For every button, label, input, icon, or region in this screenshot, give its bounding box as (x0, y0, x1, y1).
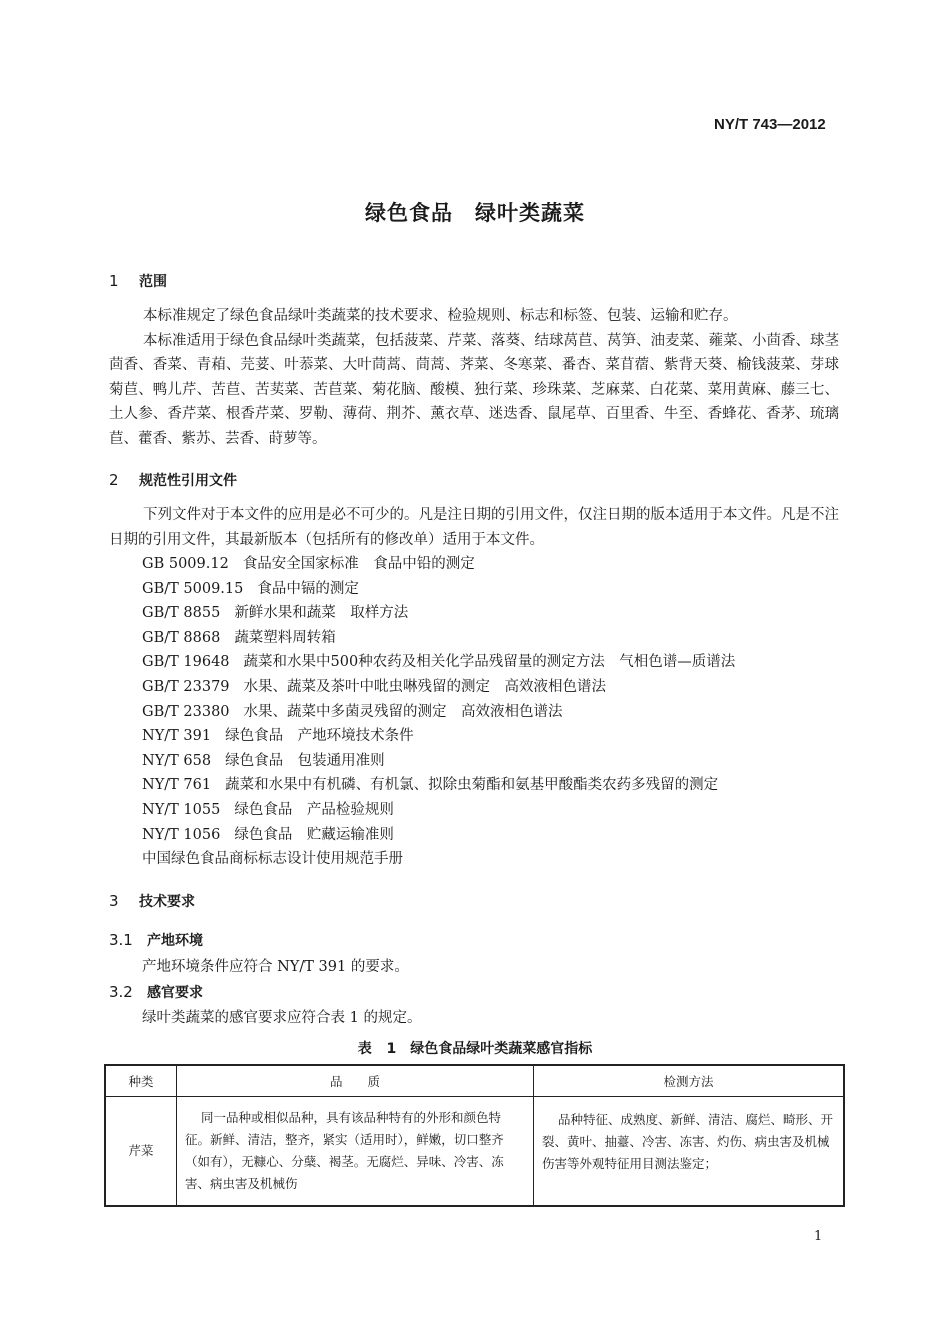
reference-code: GB/T 23379 (142, 678, 230, 695)
reference-item (142, 650, 735, 675)
reference-code: GB/T 19648 (142, 654, 230, 671)
section-2-heading (109, 470, 237, 490)
paragraph: 本标准适用于绿色食品绿叶类蔬菜，包括菠菜、芹菜、落葵、结球莴苣、莴笋、油麦菜、蕹菜、小茴香、球茎茴香、香菜、青葙、芫荽、叶菾菜、大叶茼蒿、茼蒿、荠菜、冬寒菜、番杏、菜苜蓿、紫背天葵、榆钱菠菜、芽球菊苣、鸭儿芹、苦苣、苦荬菜、苦苣菜、菊花脑、酸模、独行菜、珍珠菜、芝麻菜、白花菜、菜用黄麻、藤三七、土人参、香芹菜、根香芹菜、罗勒、薄荷、荆芥、薰衣草、迷迭香、鼠尾草、百里香、牛至、香蜂花、香茅、琉璃苣、藿香、紫苏、芸香、莳萝等。 (109, 332, 839, 447)
section-number: 3.1 (109, 931, 133, 949)
reference-item (142, 823, 735, 848)
section-2-intro (109, 503, 839, 552)
table-row (105, 1097, 844, 1207)
section-title: 感官要求 (147, 985, 203, 1001)
column-header-quality: 品 质 (177, 1065, 534, 1097)
reference-code: NY/T 761 (142, 777, 212, 794)
reference-title: 蔬菜和水果中500种农药及相关化学品残留量的测定方法 气相色谱—质谱法 (243, 654, 736, 671)
reference-title: 绿色食品 包装通用准则 (225, 752, 385, 769)
reference-item (142, 724, 735, 749)
reference-item (142, 847, 735, 872)
reference-title: 蔬菜塑料周转箱 (234, 629, 336, 646)
document-title: 绿色食品 绿叶类蔬菜 (365, 201, 585, 225)
section-3-1-text: 产地环境条件应符合 NY/T 391 的要求。 (142, 959, 409, 975)
section-number: 2 (109, 471, 119, 489)
cell-kind: 芹菜 (105, 1097, 177, 1207)
reference-title: 食品中镉的测定 (257, 580, 359, 597)
paragraph: 本标准规定了绿色食品绿叶类蔬菜的技术要求、检验规则、标志和标签、包装、运输和贮存。 (143, 308, 738, 324)
sensory-table (104, 1064, 845, 1207)
reference-list (142, 552, 735, 872)
reference-code: GB/T 23380 (142, 703, 230, 720)
reference-title: 绿色食品 产地环境技术条件 (225, 728, 414, 745)
reference-title: 绿色食品 贮藏运输准则 (234, 826, 394, 843)
section-number: 3.2 (109, 983, 133, 1001)
section-title: 范围 (139, 274, 167, 290)
section-3-1-heading (109, 930, 203, 950)
reference-title: 食品安全国家标准 食品中铅的测定 (242, 556, 475, 572)
section-3-2-text: 绿叶类蔬菜的感官要求应符合表 1 的规定。 (142, 1010, 422, 1026)
section-1-body (109, 304, 839, 451)
section-number: 1 (109, 272, 119, 290)
table-caption: 表 1 绿色食品绿叶类蔬菜感官指标 (357, 1041, 593, 1057)
reference-item (142, 773, 735, 798)
reference-item (142, 601, 735, 626)
reference-code: NY/T 1056 (142, 826, 221, 843)
reference-item (142, 552, 735, 577)
reference-code: GB/T 8868 (142, 629, 221, 646)
reference-item (142, 675, 735, 700)
reference-item (142, 700, 735, 725)
reference-title: 新鲜水果和蔬菜 取样方法 (234, 605, 409, 622)
column-header-method: 检测方法 (534, 1065, 845, 1097)
reference-code: NY/T 1055 (142, 801, 221, 818)
reference-item (142, 798, 735, 823)
section-number: 3 (109, 892, 119, 910)
reference-item (142, 749, 735, 774)
reference-item (142, 626, 735, 651)
reference-code: NY/T 658 (142, 752, 212, 769)
reference-title: 水果、蔬菜及茶叶中吡虫啉残留的测定 高效液相色谱法 (243, 678, 607, 695)
standard-code: NY/T 743—2012 (714, 116, 826, 133)
reference-code: GB/T 5009.15 (142, 580, 244, 597)
reference-code: NY/T 391 (142, 728, 212, 745)
reference-code: GB 5009.12 (142, 556, 229, 572)
reference-title: 绿色食品 产品检验规则 (234, 801, 394, 818)
table-header-row (105, 1065, 844, 1097)
section-1-heading (109, 271, 167, 291)
paragraph: 下列文件对于本文件的应用是必不可少的。凡是注日期的引用文件，仅注日期的版本适用于本文件。凡是不注日期的引用文件，其最新版本（包括所有的修改单）适用于本文件。 (109, 507, 839, 548)
section-title: 规范性引用文件 (139, 473, 237, 489)
section-3-2-heading (109, 982, 203, 1002)
cell-quality: 同一品种或相似品种，具有该品种特有的外形和颜色特征。新鲜、清洁，整齐，紧实（适用时），鲜嫩，切口整齐（如有），无糠心、分蘖、褐茎。无腐烂、异味、冷害、冻害、病虫害及机械伤 (177, 1097, 534, 1207)
section-title: 技术要求 (139, 894, 195, 910)
section-title: 产地环境 (147, 933, 203, 949)
reference-title: 蔬菜和水果中有机磷、有机氯、拟除虫菊酯和氨基甲酸酯类农药多残留的测定 (225, 777, 719, 794)
page-number: 1 (814, 1229, 823, 1244)
reference-title: 水果、蔬菜中多菌灵残留的测定 高效液相色谱法 (243, 703, 563, 720)
reference-item (142, 577, 735, 602)
section-3-heading (109, 891, 195, 911)
reference-code: GB/T 8855 (142, 605, 221, 622)
cell-method: 品种特征、成熟度、新鲜、清洁、腐烂、畸形、开裂、黄叶、抽薹、冷害、冻害、灼伤、病虫害及机械伤害等外观特征用目测法鉴定； (534, 1097, 845, 1207)
reference-title: 中国绿色食品商标标志设计使用规范手册 (142, 851, 403, 868)
column-header-kind: 种类 (105, 1065, 177, 1097)
